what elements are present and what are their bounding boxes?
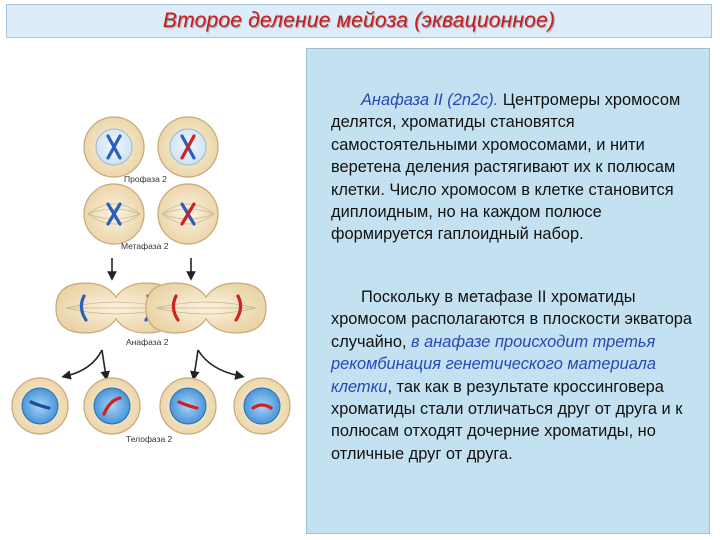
arrow-to-telophase-3 <box>194 350 198 376</box>
metaphase-cell-left <box>84 184 144 244</box>
arrow-to-telophase-2 <box>102 350 106 376</box>
telophase-cell-2 <box>84 378 140 434</box>
paragraph-anaphase <box>331 89 703 246</box>
recombination-start: Поскольку в метафазе II хроматиды хромосом располагаются в плоскости экватора случайно, <box>331 288 693 351</box>
anaphase-heading: Анафаза II (2n2c). <box>361 91 499 109</box>
label-anaphase: Анафаза 2 <box>126 337 169 347</box>
arrow-to-telophase-1 <box>66 350 102 376</box>
anaphase-description: Центромеры хромосом делятся, хроматиды становятся самостоятельными хромосомами, и нити веретена деления растягивают их к полюсам клетки. Число хромосом в клетке становится диплоидным, но на каждом полюсе формируется гаплоидный набор. <box>331 91 681 244</box>
prophase-cell-right <box>158 117 218 177</box>
label-prophase: Профаза 2 <box>124 174 167 184</box>
meiosis-figure <box>0 40 310 540</box>
slide-title: Второе деление мейоза (эквационное) <box>162 9 556 32</box>
metaphase-cell-right <box>158 184 218 244</box>
label-metaphase: Метафаза 2 <box>121 241 169 251</box>
anaphase-cell-right <box>146 283 266 333</box>
arrow-to-telophase-4 <box>198 350 240 376</box>
paragraph-recombination <box>331 286 703 465</box>
label-telophase: Телофаза 2 <box>126 434 173 444</box>
title-bar <box>6 4 712 38</box>
telophase-cell-1 <box>12 378 68 434</box>
telophase-cell-3 <box>160 378 216 434</box>
meiosis-diagram <box>0 40 310 540</box>
text-panel <box>306 48 710 534</box>
telophase-cell-4 <box>234 378 290 434</box>
recombination-end: , так как в результате кроссинговера хроматиды стали отличаться друг от друга и к полюсам отходят дочерние хроматиды, но отличные друг от друга. <box>331 377 683 463</box>
recombination-highlight: в анафазе происходит третья рекомбинация генетического материала клетки <box>331 332 657 396</box>
prophase-cell-left <box>84 117 144 177</box>
